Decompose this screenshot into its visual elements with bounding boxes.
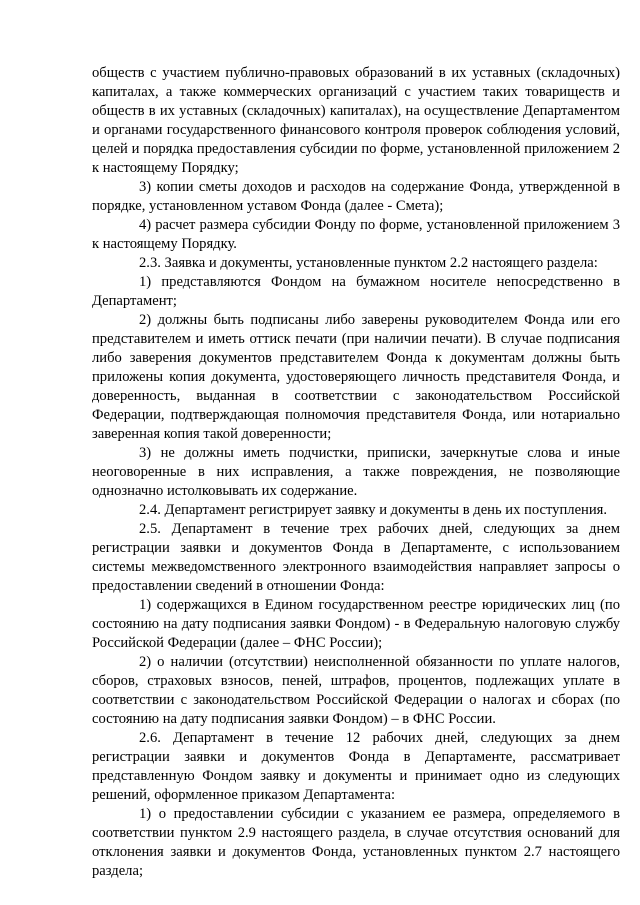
paragraph-clause-2-6-item-1: 1) о предоставлении субсидии с указанием ее размера, определяемого в соответствии пунктом 2.9 настоящего раздела, в случае отсутствия оснований для отклонения заявки и документов Фонда, установленных пунктом 2.7 настоящего раздела;: [92, 806, 620, 879]
paragraph-clause-2-3-item-3: 3) не должны иметь подчистки, приписки, зачеркнутые слова и иные неоговоренные в них исправления, а также повреждения, не позволяющие однозначно истолковывать их содержание.: [92, 445, 620, 499]
paragraph-clause-2-6: 2.6. Департамент в течение 12 рабочих дней, следующих за днем регистрации заявки и документов Фонда в Департаменте, рассматривает представленную Фондом заявку и документы и принимает одно из следующих решений, оформленное приказом Департамента:: [92, 730, 620, 803]
paragraph-clause-2-4: 2.4. Департамент регистрирует заявку и документы в день их поступления.: [139, 502, 608, 518]
paragraph-clause-2-5: 2.5. Департамент в течение трех рабочих дней, следующих за днем регистрации заявки и документов Фонда в Департаменте, с использованием системы межведомственного электронного взаимодействия направляет запросы о предоставлении сведений в отношении Фонда:: [92, 521, 620, 594]
paragraph-clause-2-5-item-2: 2) о наличии (отсутствии) неисполненной обязанности по уплате налогов, сборов, страховых взносов, пеней, штрафов, процентов, подлежащих уплате в соответствии с законодательством Российской Федерации о налогах и сборах (по состоянию на дату подписания заявки Фондом) – в ФНС России.: [92, 654, 620, 727]
document-body: [92, 64, 620, 881]
paragraph-item-4: 4) расчет размера субсидии Фонду по форме, установленной приложением 3 к настоящему Порядку.: [92, 217, 620, 252]
paragraph-clause-2-5-item-1: 1) содержащихся в Едином государственном реестре юридических лиц (по состоянию на дату подписания заявки Фондом) - в Федеральную налоговую службу Российской Федерации (далее – ФНС России);: [92, 597, 620, 651]
paragraph-clause-2-3: 2.3. Заявка и документы, установленные пунктом 2.2 настоящего раздела:: [139, 255, 598, 271]
paragraph-item-3: 3) копии сметы доходов и расходов на содержание Фонда, утвержденной в порядке, установленном уставом Фонда (далее - Смета);: [92, 179, 620, 214]
paragraph-clause-2-3-item-1: 1) представляются Фондом на бумажном носителе непосредственно в Департамент;: [92, 274, 620, 309]
paragraph-continuation: обществ с участием публично-правовых образований в их уставных (складочных) капиталах, а также коммерческих организаций с участием таких товариществ и обществ в их уставных (складочных) капиталах), на осуществление Департаментом и органами государственного финансового контроля проверок соблюдения условий, целей и порядка предоставления субсидии по форме, установленной приложением 2 к настоящему Порядку;: [92, 65, 620, 176]
paragraph-clause-2-3-item-2: 2) должны быть подписаны либо заверены руководителем Фонда или его представителем и иметь оттиск печати (при наличии печати). В случае подписания либо заверения документов представителем Фонда к документам должны быть приложены копия документа, удостоверяющего личность представителя Фонда, и доверенность, выданная в соответствии с законодательством Российской Федерации, подтверждающая полномочия представителя Фонда, или нотариально заверенная копия такой доверенности;: [92, 312, 620, 442]
